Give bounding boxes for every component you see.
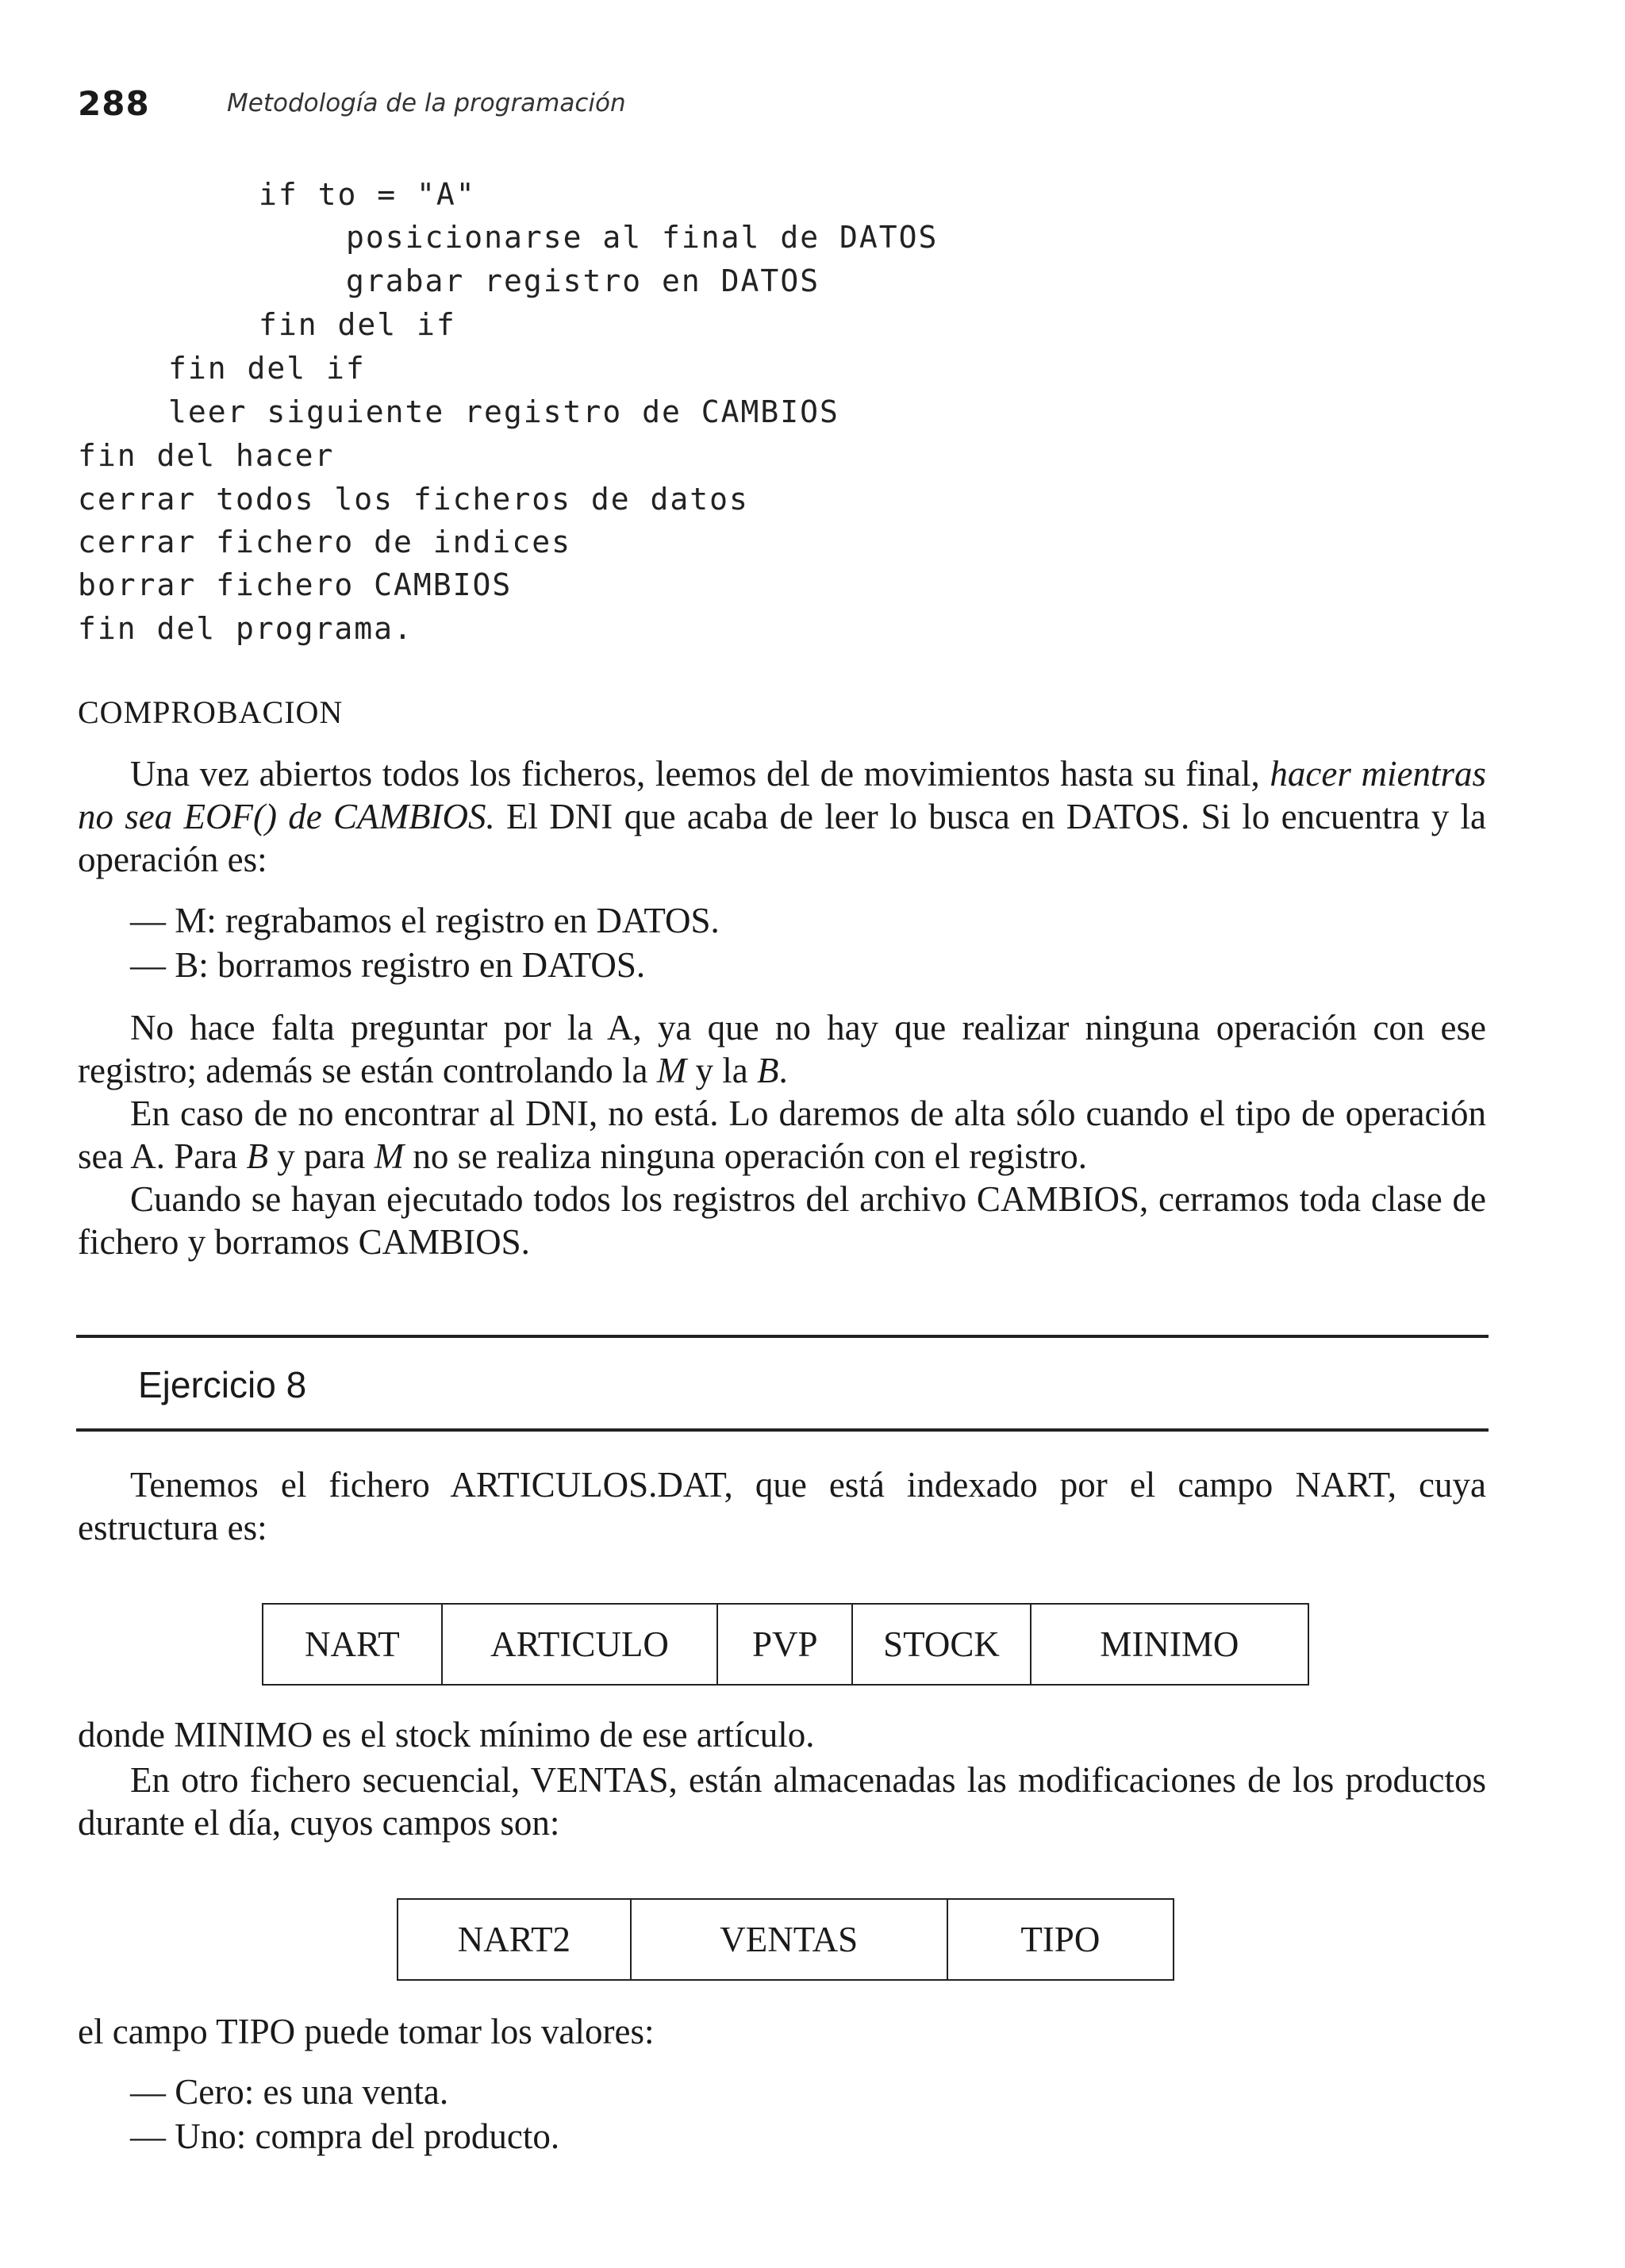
table-row bbox=[398, 1899, 1174, 1980]
paragraph bbox=[78, 752, 1486, 881]
section-rule-top bbox=[76, 1335, 1489, 1338]
list-item: — Uno: compra del producto. bbox=[130, 2116, 560, 2156]
table-cell: VENTAS bbox=[631, 1899, 947, 1980]
paragraph-text: En caso de no encontrar al DNI, no está. Lo daremos de alta sólo cuando el tipo de operación sea A. Para bbox=[78, 1094, 1486, 1176]
running-header-title: Metodología de la programación bbox=[227, 89, 626, 117]
code-line: fin del programa. bbox=[78, 611, 413, 646]
code-line: fin del hacer bbox=[78, 438, 335, 473]
paragraph: donde MINIMO es el stock mínimo de ese artículo. bbox=[78, 1715, 815, 1755]
paragraph bbox=[78, 1092, 1486, 1178]
paragraph-italic: M bbox=[374, 1136, 405, 1176]
code-line: cerrar todos los ficheros de datos bbox=[78, 482, 749, 517]
section-heading: COMPROBACION bbox=[78, 694, 344, 730]
paragraph-text: Una vez abiertos todos los ficheros, leemos del de movimientos hasta su final, bbox=[130, 754, 1270, 794]
table-cell: NART2 bbox=[398, 1899, 631, 1980]
ventas-structure-table bbox=[397, 1898, 1174, 1981]
paragraph: el campo TIPO puede tomar los valores: bbox=[78, 2012, 655, 2051]
code-line: fin del if bbox=[168, 351, 366, 386]
paragraph bbox=[78, 1463, 1486, 1549]
paragraph bbox=[78, 1759, 1486, 1844]
paragraph-text: no se realiza ninguna operación con el registro. bbox=[404, 1136, 1088, 1176]
table-cell: ARTICULO bbox=[442, 1604, 717, 1685]
table-row bbox=[263, 1604, 1308, 1685]
paragraph bbox=[78, 1006, 1486, 1092]
articulos-structure-table bbox=[262, 1603, 1309, 1686]
paragraph-italic: hacer mientras no sea EOF() de CAMBIOS. bbox=[78, 754, 1486, 836]
table-cell: MINIMO bbox=[1031, 1604, 1308, 1685]
table-cell: PVP bbox=[717, 1604, 852, 1685]
code-line: cerrar fichero de indices bbox=[78, 525, 571, 559]
section-rule-bottom bbox=[76, 1428, 1489, 1432]
table-cell: TIPO bbox=[947, 1899, 1174, 1980]
code-line: posicionarse al final de DATOS bbox=[346, 220, 939, 255]
paragraph-text: En otro fichero secuencial, VENTAS, están almacenadas las modificaciones de los productos durante el día, cuyos campos son: bbox=[78, 1760, 1486, 1843]
list-item: — B: borramos registro en DATOS. bbox=[130, 945, 646, 985]
table-cell: NART bbox=[263, 1604, 442, 1685]
code-line: leer siguiente registro de CAMBIOS bbox=[168, 394, 839, 429]
paragraph-text: Cuando se hayan ejecutado todos los registros del archivo CAMBIOS, cerramos toda clase de fichero y borramos CAMBIOS. bbox=[78, 1179, 1486, 1262]
code-line: borrar fichero CAMBIOS bbox=[78, 567, 513, 602]
code-line: fin del if bbox=[259, 307, 456, 342]
paragraph-italic: B bbox=[757, 1051, 779, 1090]
paragraph-italic: M bbox=[656, 1051, 687, 1090]
list-item: — Cero: es una venta. bbox=[130, 2072, 449, 2112]
paragraph-text: y para bbox=[267, 1136, 375, 1176]
code-line: if to = "A" bbox=[259, 177, 476, 212]
paragraph-text: y la bbox=[686, 1051, 757, 1090]
paragraph bbox=[78, 1178, 1486, 1263]
exercise-title: Ejercicio 8 bbox=[138, 1364, 307, 1405]
paragraph-text: El DNI que acaba de leer lo busca en DATOS. Si lo encuentra y la operación es: bbox=[78, 797, 1486, 879]
table-cell: STOCK bbox=[852, 1604, 1030, 1685]
paragraph-italic: B bbox=[246, 1136, 268, 1176]
paragraph-text: Tenemos el fichero ARTICULOS.DAT, que está indexado por el campo NART, cuya estructura es: bbox=[78, 1465, 1486, 1547]
paragraph-text: No hace falta preguntar por la A, ya que no hay que realizar ninguna operación con ese registro; además se están controlando la bbox=[78, 1008, 1486, 1090]
paragraph-text: . bbox=[778, 1051, 788, 1090]
page-number: 288 bbox=[78, 84, 150, 123]
code-line: grabar registro en DATOS bbox=[346, 263, 820, 298]
list-item: — M: regrabamos el registro en DATOS. bbox=[130, 901, 720, 940]
